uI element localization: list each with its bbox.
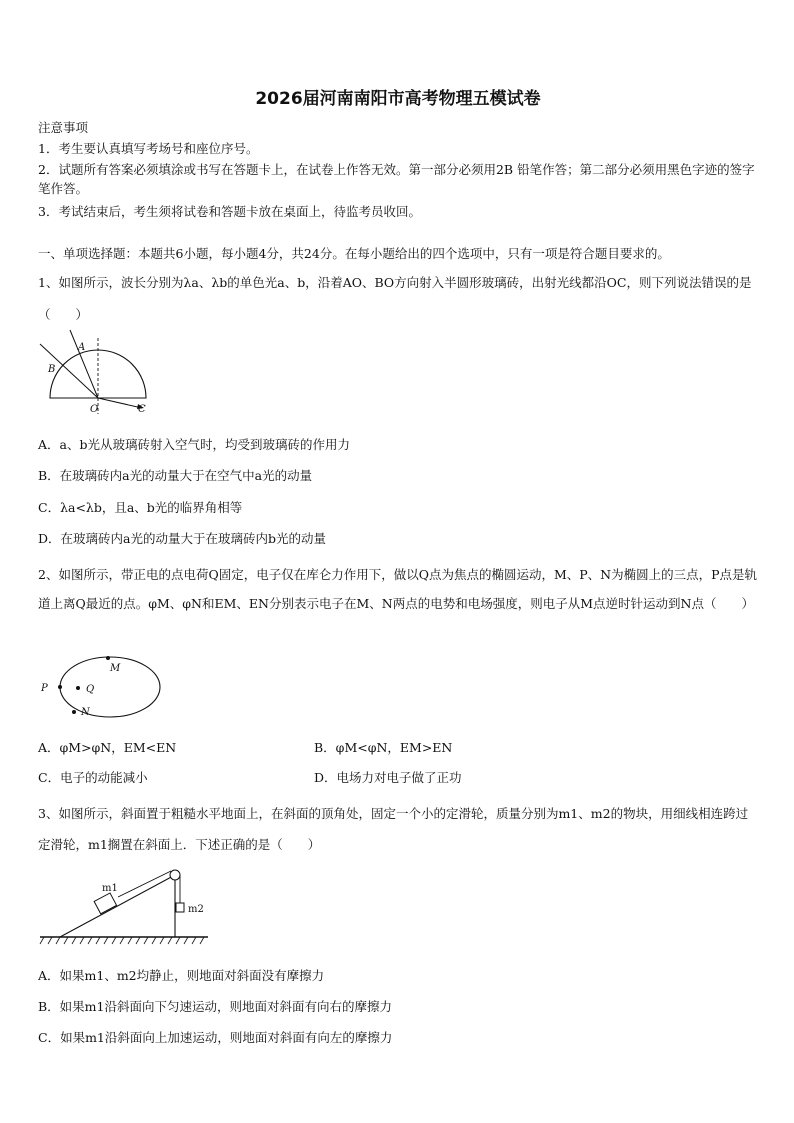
q1-option-b: B．在玻璃砖内a光的动量大于在空气中a光的动量	[38, 468, 313, 483]
question-1-stem: 1、如图所示，波长分别为λa、λb的单色光a、b，沿着AO、BO方向射入半圆形玻璃砖，出射光线都沿OC，则下列说法错误的是（ ）	[38, 275, 752, 322]
q1-option-a: A．a、b光从玻璃砖射入空气时，均受到玻璃砖的作用力	[38, 437, 350, 452]
q1-figure-semicircle-refraction	[40, 330, 160, 420]
q2-option-b: B．φM<φN，EM>EN	[314, 740, 453, 755]
q2-option-d: D．电场力对电子做了正功	[314, 770, 462, 785]
label-m1: m1	[102, 883, 118, 894]
label-M: M	[110, 663, 121, 674]
label-Q: Q	[86, 684, 95, 695]
q3-figure-incline-pulley	[40, 865, 215, 950]
question-3-stem: 3、如图所示，斜面置于粗糙水平地面上，在斜面的顶角处，固定一个小的定滑轮，质量分别为m1、m2的物块，用细线相连跨过定滑轮，m1搁置在斜面上．下述正确的是（ ）	[38, 806, 749, 852]
notice-item: 1．考生要认真填写考场号和座位序号。	[38, 141, 259, 156]
q1-option-d: D．在玻璃砖内a光的动量大于在玻璃砖内b光的动量	[38, 531, 326, 546]
notice-item: 3．考试结束后，考生须将试卷和答题卡放在桌面上，待监考员收回。	[38, 204, 421, 219]
q1-option-c: C．λa<λb，且a、b光的临界角相等	[38, 500, 243, 515]
q2-option-c: C．电子的动能减小	[38, 770, 148, 785]
notice-heading: 注意事项	[38, 120, 89, 135]
notice-item: 2．试题所有答案必须填涂或书写在答题卡上，在试卷上作答无效。第一部分必须用2B 铅笔作答；第二部分必须用黑色字迹的签字笔作答。	[38, 162, 755, 197]
question-2-stem: 2、如图所示，带正电的点电荷Q固定，电子仅在库仑力作用下，做以Q点为焦点的椭圆运动，M、P、N为椭圆上的三点，P点是轨道上离Q最近的点。φM、φN和EM、EN分别表示电子在M、N两点的电势和电场强度，则电子从M点逆时针运动到N点（ ）	[38, 567, 758, 611]
label-B: B	[48, 364, 56, 375]
label-P: P	[41, 683, 48, 694]
label-C: C	[138, 404, 146, 415]
page-title: 2026届河南南阳市高考物理五模试卷	[255, 89, 541, 109]
label-N: N	[81, 707, 90, 718]
label-O: O	[90, 404, 99, 415]
label-A: A	[78, 342, 86, 353]
section-heading: 一、单项选择题：本题共6小题，每小题4分，共24分。在每小题给出的四个选项中，只有一项是符合题目要求的。	[38, 246, 670, 261]
q3-option-c: C．如果m1沿斜面向上加速运动，则地面对斜面有向左的摩擦力	[38, 1030, 393, 1045]
q2-figure-elliptical-orbit	[38, 655, 168, 725]
q2-option-a: A．φM>φN，EM<EN	[38, 740, 177, 755]
label-m2: m2	[188, 904, 204, 915]
q3-option-b: B．如果m1沿斜面向下匀速运动，则地面对斜面有向右的摩擦力	[38, 999, 392, 1014]
q3-option-a: A．如果m1、m2均静止，则地面对斜面没有摩擦力	[38, 968, 325, 983]
